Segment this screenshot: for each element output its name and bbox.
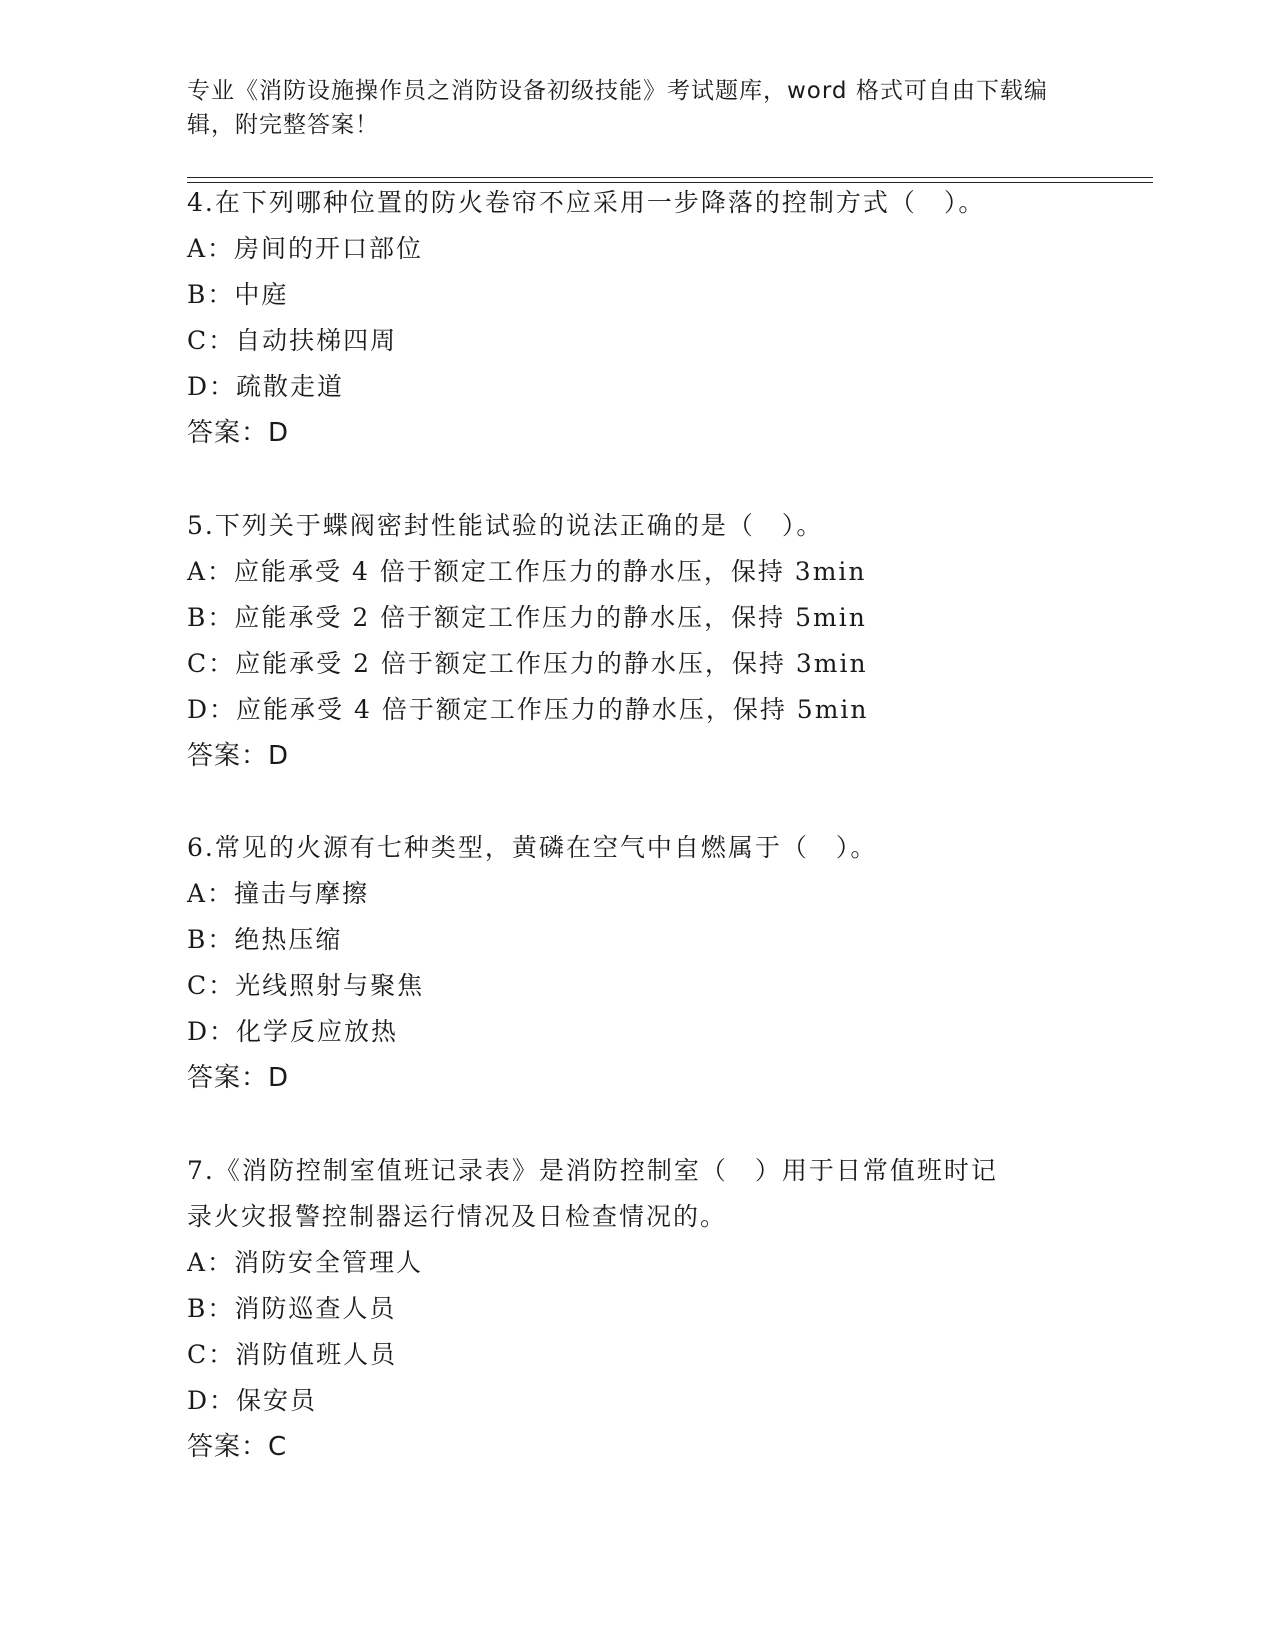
header-rule-top — [187, 177, 1153, 178]
option-d: D：疏散走道 — [187, 372, 345, 401]
option-c: C：应能承受 2 倍于额定工作压力的静水压，保持 3min — [187, 649, 868, 678]
document-header — [187, 74, 1067, 142]
answer: 答案：D — [187, 741, 290, 771]
option-a: A：房间的开口部位 — [187, 234, 424, 263]
question-6 — [187, 825, 1087, 1101]
header-line-1: 专业《消防设施操作员之消防设备初级技能》考试题库，word 格式可自由下载编 — [187, 78, 1048, 104]
option-c: C：光线照射与聚焦 — [187, 971, 425, 1000]
option-d: D：化学反应放热 — [187, 1017, 399, 1046]
option-b: B：中庭 — [187, 280, 289, 309]
option-b: B：消防巡查人员 — [187, 1294, 397, 1323]
header-line-2: 辑，附完整答案！ — [187, 112, 379, 138]
question-5 — [187, 503, 1087, 779]
answer: 答案：D — [187, 1063, 290, 1093]
option-c: C：自动扶梯四周 — [187, 326, 398, 355]
option-a: A：撞击与摩擦 — [187, 879, 370, 908]
question-text: 6.常见的火源有七种类型，黄磷在空气中自燃属于（ ）。 — [187, 833, 878, 862]
question-text: 5.下列关于蝶阀密封性能试验的说法正确的是（ ）。 — [187, 511, 824, 540]
option-b: B：绝热压缩 — [187, 925, 343, 954]
answer: 答案：C — [187, 1432, 288, 1462]
option-d: D：保安员 — [187, 1386, 318, 1415]
question-text-line-2: 录火灾报警控制器运行情况及日检查情况的。 — [187, 1202, 728, 1231]
question-text: 4.在下列哪种位置的防火卷帘不应采用一步降落的控制方式（ ）。 — [187, 188, 986, 217]
question-7 — [187, 1148, 1087, 1470]
option-a: A：应能承受 4 倍于额定工作压力的静水压，保持 3min — [187, 557, 867, 586]
answer: 答案：D — [187, 418, 290, 448]
question-4 — [187, 180, 1087, 456]
option-b: B：应能承受 2 倍于额定工作压力的静水压，保持 5min — [187, 603, 867, 632]
option-c: C：消防值班人员 — [187, 1340, 398, 1369]
option-a: A：消防安全管理人 — [187, 1248, 424, 1277]
option-d: D：应能承受 4 倍于额定工作压力的静水压，保持 5min — [187, 695, 869, 724]
question-text-line-1: 7.《消防控制室值班记录表》是消防控制室（ ）用于日常值班时记 — [187, 1156, 998, 1185]
